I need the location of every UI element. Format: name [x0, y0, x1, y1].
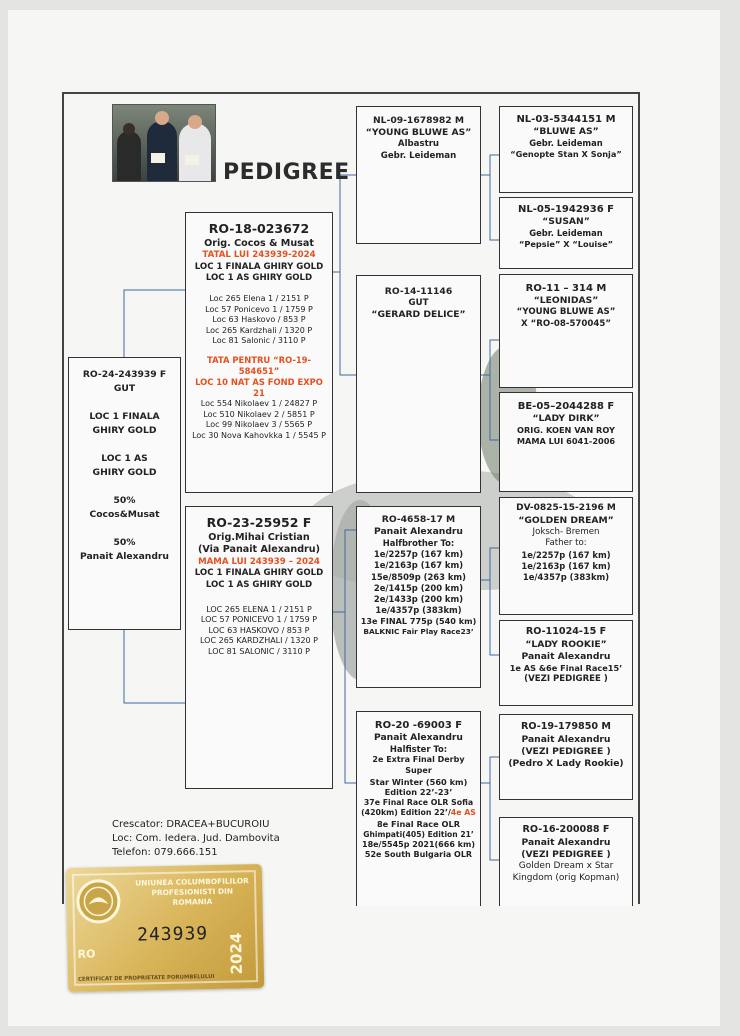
certificate-seal-icon: [76, 879, 121, 924]
dam-result: LOC 57 PONICEVO 1 / 1759 P: [200, 615, 318, 625]
great-line: RO-19-179850 M: [521, 721, 611, 732]
great-line: (VEZI PEDIGREE ): [521, 745, 611, 757]
grand-line: Panait Alexandru: [374, 526, 463, 538]
great-line: ORIG. KOEN VAN ROY: [517, 425, 615, 436]
great-grandparent-box-5: [499, 497, 633, 615]
certificate-year: 2024: [227, 932, 247, 975]
subject-line: LOC 1 AS: [101, 452, 148, 464]
subject-line: GUT: [113, 382, 136, 394]
dam-box: [185, 506, 333, 789]
dam-ring: RO-23-25952 F: [206, 515, 312, 530]
great-line: “Genopte Stan X Sonja”: [510, 149, 622, 160]
great-line: Panait Alexandru: [521, 650, 611, 662]
grand-line: 52e South Bulgaria OLR: [364, 850, 473, 860]
ownership-certificate-card: [66, 864, 265, 992]
subject-line: GHIRY GOLD: [92, 466, 157, 478]
granddam-dam-box: [356, 711, 481, 906]
sire-result: Loc 265 Kardzhali / 1320 P: [205, 325, 313, 335]
breeder-phone: Telefon: 079.666.151: [112, 847, 218, 859]
sire-result: Loc 510 Nikolaev 2 / 5851 P: [203, 409, 315, 419]
great-line: (VEZI PEDIGREE ): [521, 848, 611, 860]
grand-line: 37e Final Race OLR Sofia: [363, 798, 474, 808]
grand-line: 1e/4357p (383km): [375, 604, 462, 615]
subject-line: GHIRY GOLD: [92, 424, 157, 436]
grand-line: Star Winter (560 km): [369, 776, 468, 787]
grand-line: 15e/8509p (263 km): [371, 571, 466, 582]
grand-line: 2e/1415p (200 km): [373, 582, 464, 593]
grand-line: Edition 22’-23’: [384, 787, 453, 798]
great-grandparent-box-4: [499, 392, 633, 492]
grand-line: 1e/2163p (167 km): [373, 560, 464, 571]
dam-origin: Orig.Mihai Cristian: [208, 531, 310, 543]
great-grandparent-box-6: [499, 620, 633, 706]
dam-line: LOC 1 FINALA GHIRY GOLD: [194, 568, 324, 579]
great-line: X “RO-08-570045”: [521, 318, 611, 329]
great-line: DV-0825-15-2196 M: [516, 503, 616, 513]
grand-line: Halfister To:: [389, 744, 448, 755]
sire-result: Loc 57 Ponicevo 1 / 1759 P: [205, 304, 313, 314]
dam-result: LOC 81 SALONIC / 3110 P: [208, 647, 310, 657]
grand-line: RO-4658-17 M: [381, 514, 456, 525]
sire-red-note: TATA PENTRU “RO-19-584651”: [207, 354, 311, 377]
sire-result: Loc 265 Elena 1 / 2151 P: [209, 294, 309, 304]
great-grandparent-box-3: [499, 274, 633, 388]
subject-line: 50%: [113, 536, 136, 548]
grand-line: NL-09-1678982 M: [372, 115, 465, 126]
grandsire-sire-box: [356, 106, 481, 244]
great-line: Gebr. Leideman: [529, 138, 603, 149]
great-line: BE-05–2044288 F: [517, 401, 615, 412]
great-grandparent-box-2: [499, 197, 633, 269]
pigeon-emblem-icon: [79, 882, 118, 921]
grand-line: Albastru: [397, 139, 440, 150]
great-line: “LADY ROOKIE”: [525, 638, 607, 650]
sire-result: Loc 99 Nikolaev 3 / 5565 P: [205, 420, 313, 430]
sire-result: Loc 81 Salonic / 3110 P: [212, 336, 306, 346]
breeder-name: Crescator: DRACEA+BUCUROIU: [112, 819, 270, 830]
great-line: Father to:: [545, 538, 587, 549]
subject-line: Cocos&Musat: [89, 508, 160, 520]
great-line: “Pepsie” X “Louise”: [518, 239, 614, 250]
grand-line: Gebr. Leideman: [380, 150, 457, 161]
page-title: PEDIGREE: [223, 160, 350, 185]
great-line: NL-03-5344151 M: [516, 114, 616, 125]
grand-line: 13e FINAL 775p (540 km): [360, 615, 477, 626]
great-line: RO-11024-15 F: [525, 626, 607, 637]
grand-line: RO-14-11146: [384, 286, 453, 297]
grand-line: BALKNIC Fair Play Race23’: [363, 626, 474, 636]
great-grandparent-box-7: [499, 714, 633, 800]
great-line: Joksch- Bremen: [532, 527, 600, 538]
great-line: Kingdom (orig Kopman): [512, 872, 620, 883]
sire-line: LOC 1 FINALA GHIRY GOLD: [194, 261, 324, 272]
great-line: “LADY DIRK”: [532, 413, 600, 425]
dam-via: (Via Panait Alexandru): [197, 544, 321, 556]
breeder-info: [112, 818, 280, 861]
dam-red-note: MAMA LUI 243939 – 2024: [198, 556, 320, 567]
great-line: “BLUWE AS”: [533, 126, 599, 138]
grand-line: 1e/2257p (167 km): [373, 549, 464, 560]
grand-line: 18e/5545p 2021(666 km): [362, 839, 475, 849]
certificate-country: RO: [77, 947, 96, 961]
great-line: (Pedro X Lady Rookie): [508, 757, 624, 769]
grand-line: 2e Extra Final Derby Super: [372, 755, 465, 775]
sire-result: Loc 30 Nova Kahovkka 1 / 5545 P: [192, 430, 326, 440]
great-line: “SUSAN”: [542, 216, 590, 228]
sire-result: Loc 63 Haskovo / 853 P: [212, 315, 306, 325]
grand-line: Panait Alexandru: [374, 732, 463, 744]
grandsire-dam-box: [356, 275, 481, 493]
grand-line: Ghimpati(405) Edition 21’: [363, 829, 474, 839]
sire-result: Loc 554 Nikolaev 1 / 24827 P: [200, 399, 318, 409]
great-line: MAMA LUI 6041-2006: [516, 436, 616, 447]
certificate-number: 243939: [136, 923, 209, 946]
great-line: 1e/4357p (383km): [522, 571, 610, 582]
great-line: 1e AS &6e Final Race15’: [509, 662, 623, 673]
subject-line: RO-24-243939 F: [82, 369, 167, 380]
great-line: Golden Dream x Star: [518, 860, 614, 871]
grand-line: (420km) Edition 22’/4e AS: [361, 808, 476, 818]
dam-result: LOC 63 HASKOVO / 853 P: [208, 625, 310, 635]
sire-ring: RO-18-023672: [208, 221, 310, 236]
grand-line: “GERARD DELICE”: [371, 309, 466, 321]
sire-red-note: LOC 10 NAT AS FOND EXPO 21: [195, 377, 323, 399]
subject-line: 50%: [113, 494, 136, 506]
great-grandparent-box-8: [499, 817, 633, 906]
great-line: 1e/2163p (167 km): [521, 560, 611, 571]
grand-line: GUT: [408, 298, 429, 309]
granddam-sire-box: [356, 506, 481, 688]
great-line: Gebr. Leideman: [529, 228, 603, 239]
great-line: “GOLDEN DREAM”: [518, 514, 614, 526]
great-line: Panait Alexandru: [521, 836, 611, 848]
dam-line: LOC 1 AS GHIRY GOLD: [205, 579, 313, 590]
grand-line: RO-20 -69003 F: [374, 720, 463, 731]
certificate-org: UNIUNEA COLUMBOFILILOR PROFESIONISTI DIN ROMANIA: [135, 876, 249, 907]
great-line: RO-11 – 314 M: [525, 283, 607, 294]
grand-line: Halfbrother To:: [382, 538, 455, 549]
great-grandparent-box-1: [499, 106, 633, 193]
sire-box: [185, 212, 333, 493]
certificate-footer: CERTIFICAT DE PROPRIETATE PORUMBELULUI: [78, 973, 215, 983]
breeders-photo: [112, 104, 216, 182]
subject-lines: [72, 368, 177, 564]
grand-line: 8e Final Race OLR: [376, 818, 461, 829]
subject-line: LOC 1 FINALA: [89, 410, 160, 422]
sire-origin: Orig. Cocos & Musat: [204, 237, 314, 249]
grand-line: “YOUNG BLUWE AS”: [365, 127, 472, 139]
great-line: 1e/2257p (167 km): [521, 549, 611, 560]
sire-line: LOC 1 AS GHIRY GOLD: [205, 272, 313, 283]
dam-result: LOC 265 KARDZHALI / 1320 P: [200, 636, 318, 646]
dam-result: LOC 265 ELENA 1 / 2151 P: [206, 604, 312, 614]
subject-box: [68, 357, 181, 630]
great-line: Panait Alexandru: [521, 733, 611, 745]
great-line: (VEZI PEDIGREE ): [524, 673, 608, 684]
subject-line: Panait Alexandru: [80, 550, 169, 562]
grand-line: 2e/1433p (200 km): [373, 593, 464, 604]
breeder-location: Loc: Com. Iedera. Jud. Dambovita: [112, 833, 280, 845]
great-line: RO-16-200088 F: [522, 824, 610, 835]
great-line: “LEONIDAS”: [533, 295, 599, 307]
great-line: NL-05-1942936 F: [518, 204, 614, 215]
great-line: “YOUNG BLUWE AS”: [516, 307, 616, 318]
sire-red-note: TATAL LUI 243939-2024: [202, 250, 316, 261]
